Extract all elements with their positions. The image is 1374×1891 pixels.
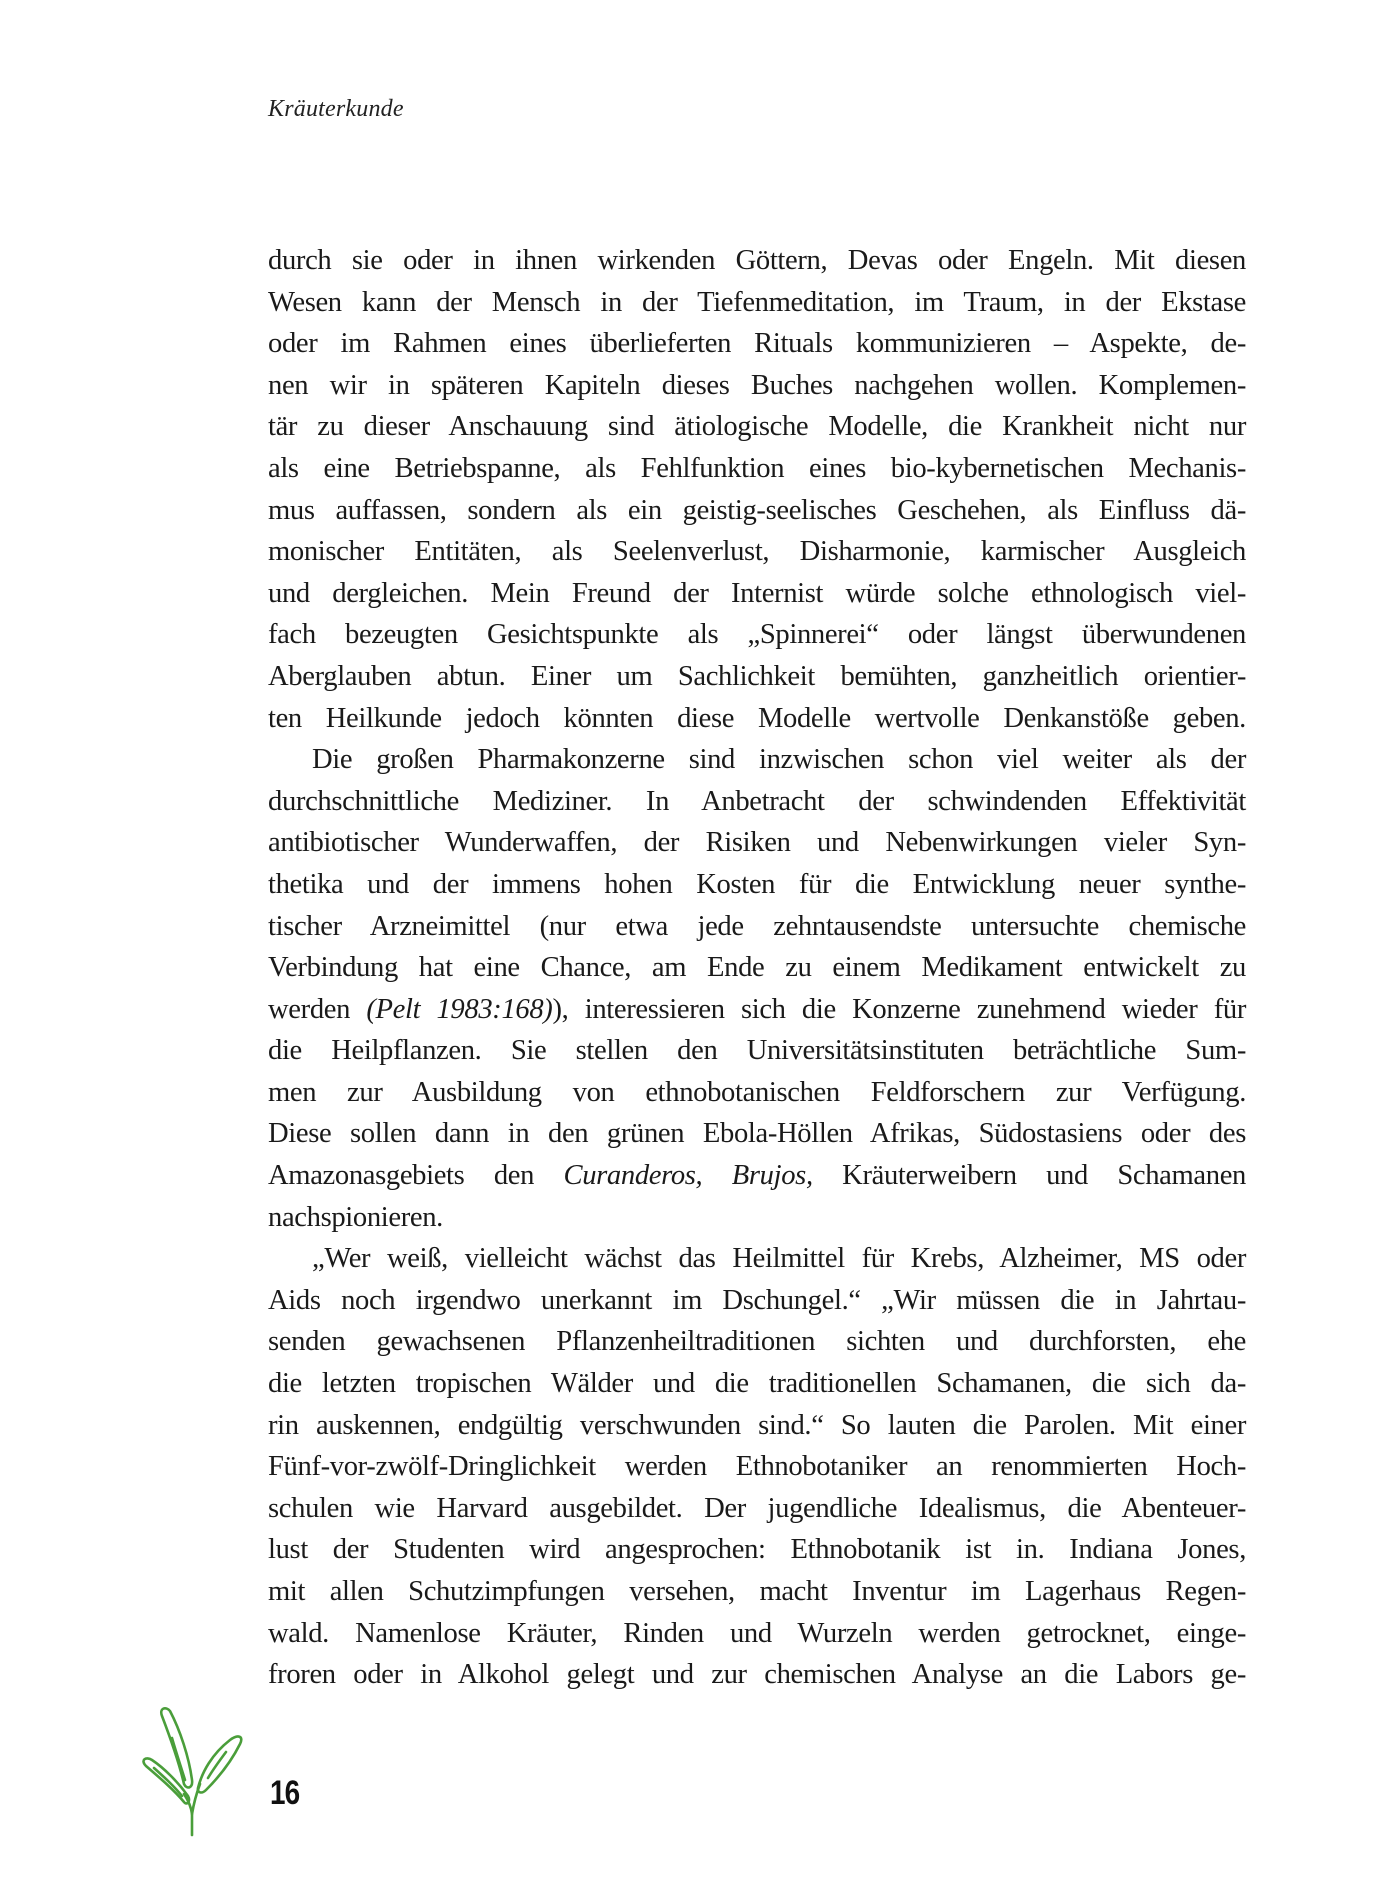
running-head: Kräuterkunde xyxy=(268,96,404,122)
text-fragment xyxy=(702,1160,731,1191)
paragraph-1 xyxy=(268,240,1246,739)
text-line: Die großen Pharmakonzerne sind inzwischen schon viel weiter als der xyxy=(312,744,1246,776)
text-line: monischer Entitäten, als Seelenverlust, Disharmonie, karmischer Ausgleich xyxy=(268,536,1246,568)
text-line-with-terms xyxy=(268,1155,1246,1197)
text-line: tär zu dieser Anschauung sind ätiologische Modelle, die Krankheit nicht nur xyxy=(268,411,1246,443)
plant-sprig-icon xyxy=(134,1702,244,1842)
text-line: men zur Ausbildung von ethnobotanischen Feldforschern zur Verfügung. xyxy=(268,1076,1246,1108)
text-fragment: Kräuterweibern und Schamanen xyxy=(812,1160,1246,1192)
text-line: antibiotischer Wunderwaffen, der Risiken und Nebenwirkungen vieler Syn- xyxy=(268,827,1246,859)
paragraph-3 xyxy=(268,1238,1246,1696)
text-line: thetika und der immens hohen Kosten für die Entwicklung neuer synthe- xyxy=(268,868,1246,900)
text-line: mit allen Schutzimpfungen versehen, macht Inventur im Lagerhaus Regen- xyxy=(268,1576,1246,1607)
page-number: 16 xyxy=(270,1774,300,1812)
text-line: Diese sollen dann in den grünen Ebola-Höllen Afrikas, Südostasiens oder des xyxy=(268,1118,1246,1150)
text-line: fach bezeugten Gesichtspunkte als „Spinnerei“ oder längst überwundenen xyxy=(268,619,1246,651)
text-line: tischer Arzneimittel (nur etwa jede zehntausendste untersuchte chemische xyxy=(268,910,1246,942)
text-line: rin auskennen, endgültig verschwunden sind.“ So lauten die Parolen. Mit einer xyxy=(268,1409,1246,1441)
text-line: ten Heilkunde jedoch könnten diese Modelle wertvolle Denkanstöße geben. xyxy=(268,702,1246,734)
text-line: als eine Betriebspanne, als Fehlfunktion eines bio-kybernetischen Mechanis- xyxy=(268,452,1246,484)
text-line: nachspionieren. xyxy=(268,1201,443,1233)
body-text xyxy=(268,240,1246,1696)
text-line: senden gewachsenen Pflanzenheiltraditionen sichten und durchforsten, ehe xyxy=(268,1326,1246,1358)
text-line: durch sie oder in ihnen wirkenden Göttern, Devas oder Engeln. Mit diesen xyxy=(268,245,1246,276)
text-line: oder im Rahmen eines überlieferten Rituals kommunizieren – Aspekte, de- xyxy=(268,328,1246,360)
text-line: lust der Studenten wird angesprochen: Ethnobotanik ist in. Indiana Jones, xyxy=(268,1534,1246,1566)
text-line: „Wer weiß, vielleicht wächst das Heilmittel für Krebs, Alzheimer, MS oder xyxy=(312,1243,1246,1275)
paragraph-2 xyxy=(268,739,1246,1238)
foreign-term: Curanderos, xyxy=(563,1160,703,1192)
text-line: Aberglauben abtun. Einer um Sachlichkeit bemühten, ganzheitlich orientier- xyxy=(268,660,1246,692)
text-line: schulen wie Harvard ausgebildet. Der jugendliche Idealismus, die Abenteuer- xyxy=(268,1492,1246,1524)
foreign-term: Brujos, xyxy=(731,1160,813,1192)
text-line: mus auffassen, sondern als ein geistig-seelisches Geschehen, als Einfluss dä- xyxy=(268,494,1246,526)
text-line: froren oder in Alkohol gelegt und zur chemischen Analyse an die Labors ge- xyxy=(268,1659,1246,1691)
citation: (Pelt 1983:168) xyxy=(366,993,553,1025)
text-line: Verbindung hat eine Chance, am Ende zu einem Medikament entwickelt zu xyxy=(268,952,1246,984)
text-line-with-citation xyxy=(268,989,1246,1031)
text-line: die Heilpflanzen. Sie stellen den Universitätsinstituten beträchtliche Sum- xyxy=(268,1035,1246,1067)
text-line: durchschnittliche Mediziner. In Anbetracht der schwindenden Effektivität xyxy=(268,785,1246,817)
text-line: Aids noch irgendwo unerkannt im Dschungel.“ „Wir müssen die in Jahrtau- xyxy=(268,1284,1246,1316)
text-line: die letzten tropischen Wälder und die traditionellen Schamanen, die sich da- xyxy=(268,1368,1246,1400)
text-line: Fünf-vor-zwölf-Dringlichkeit werden Ethnobotaniker an renommierten Hoch- xyxy=(268,1451,1246,1483)
text-fragment: ), interessieren sich die Konzerne zunehmend wieder für xyxy=(552,993,1246,1025)
text-fragment: Amazonasgebiets den xyxy=(268,1160,564,1192)
text-line: Wesen kann der Mensch in der Tiefenmeditation, im Traum, in der Ekstase xyxy=(268,286,1246,318)
text-fragment: werden xyxy=(268,993,367,1025)
text-line: und dergleichen. Mein Freund der Internist würde solche ethnologisch viel- xyxy=(268,577,1246,609)
text-line: nen wir in späteren Kapiteln dieses Buches nachgehen wollen. Komplemen- xyxy=(268,369,1246,401)
text-line: wald. Namenlose Kräuter, Rinden und Wurzeln werden getrocknet, einge- xyxy=(268,1617,1246,1649)
